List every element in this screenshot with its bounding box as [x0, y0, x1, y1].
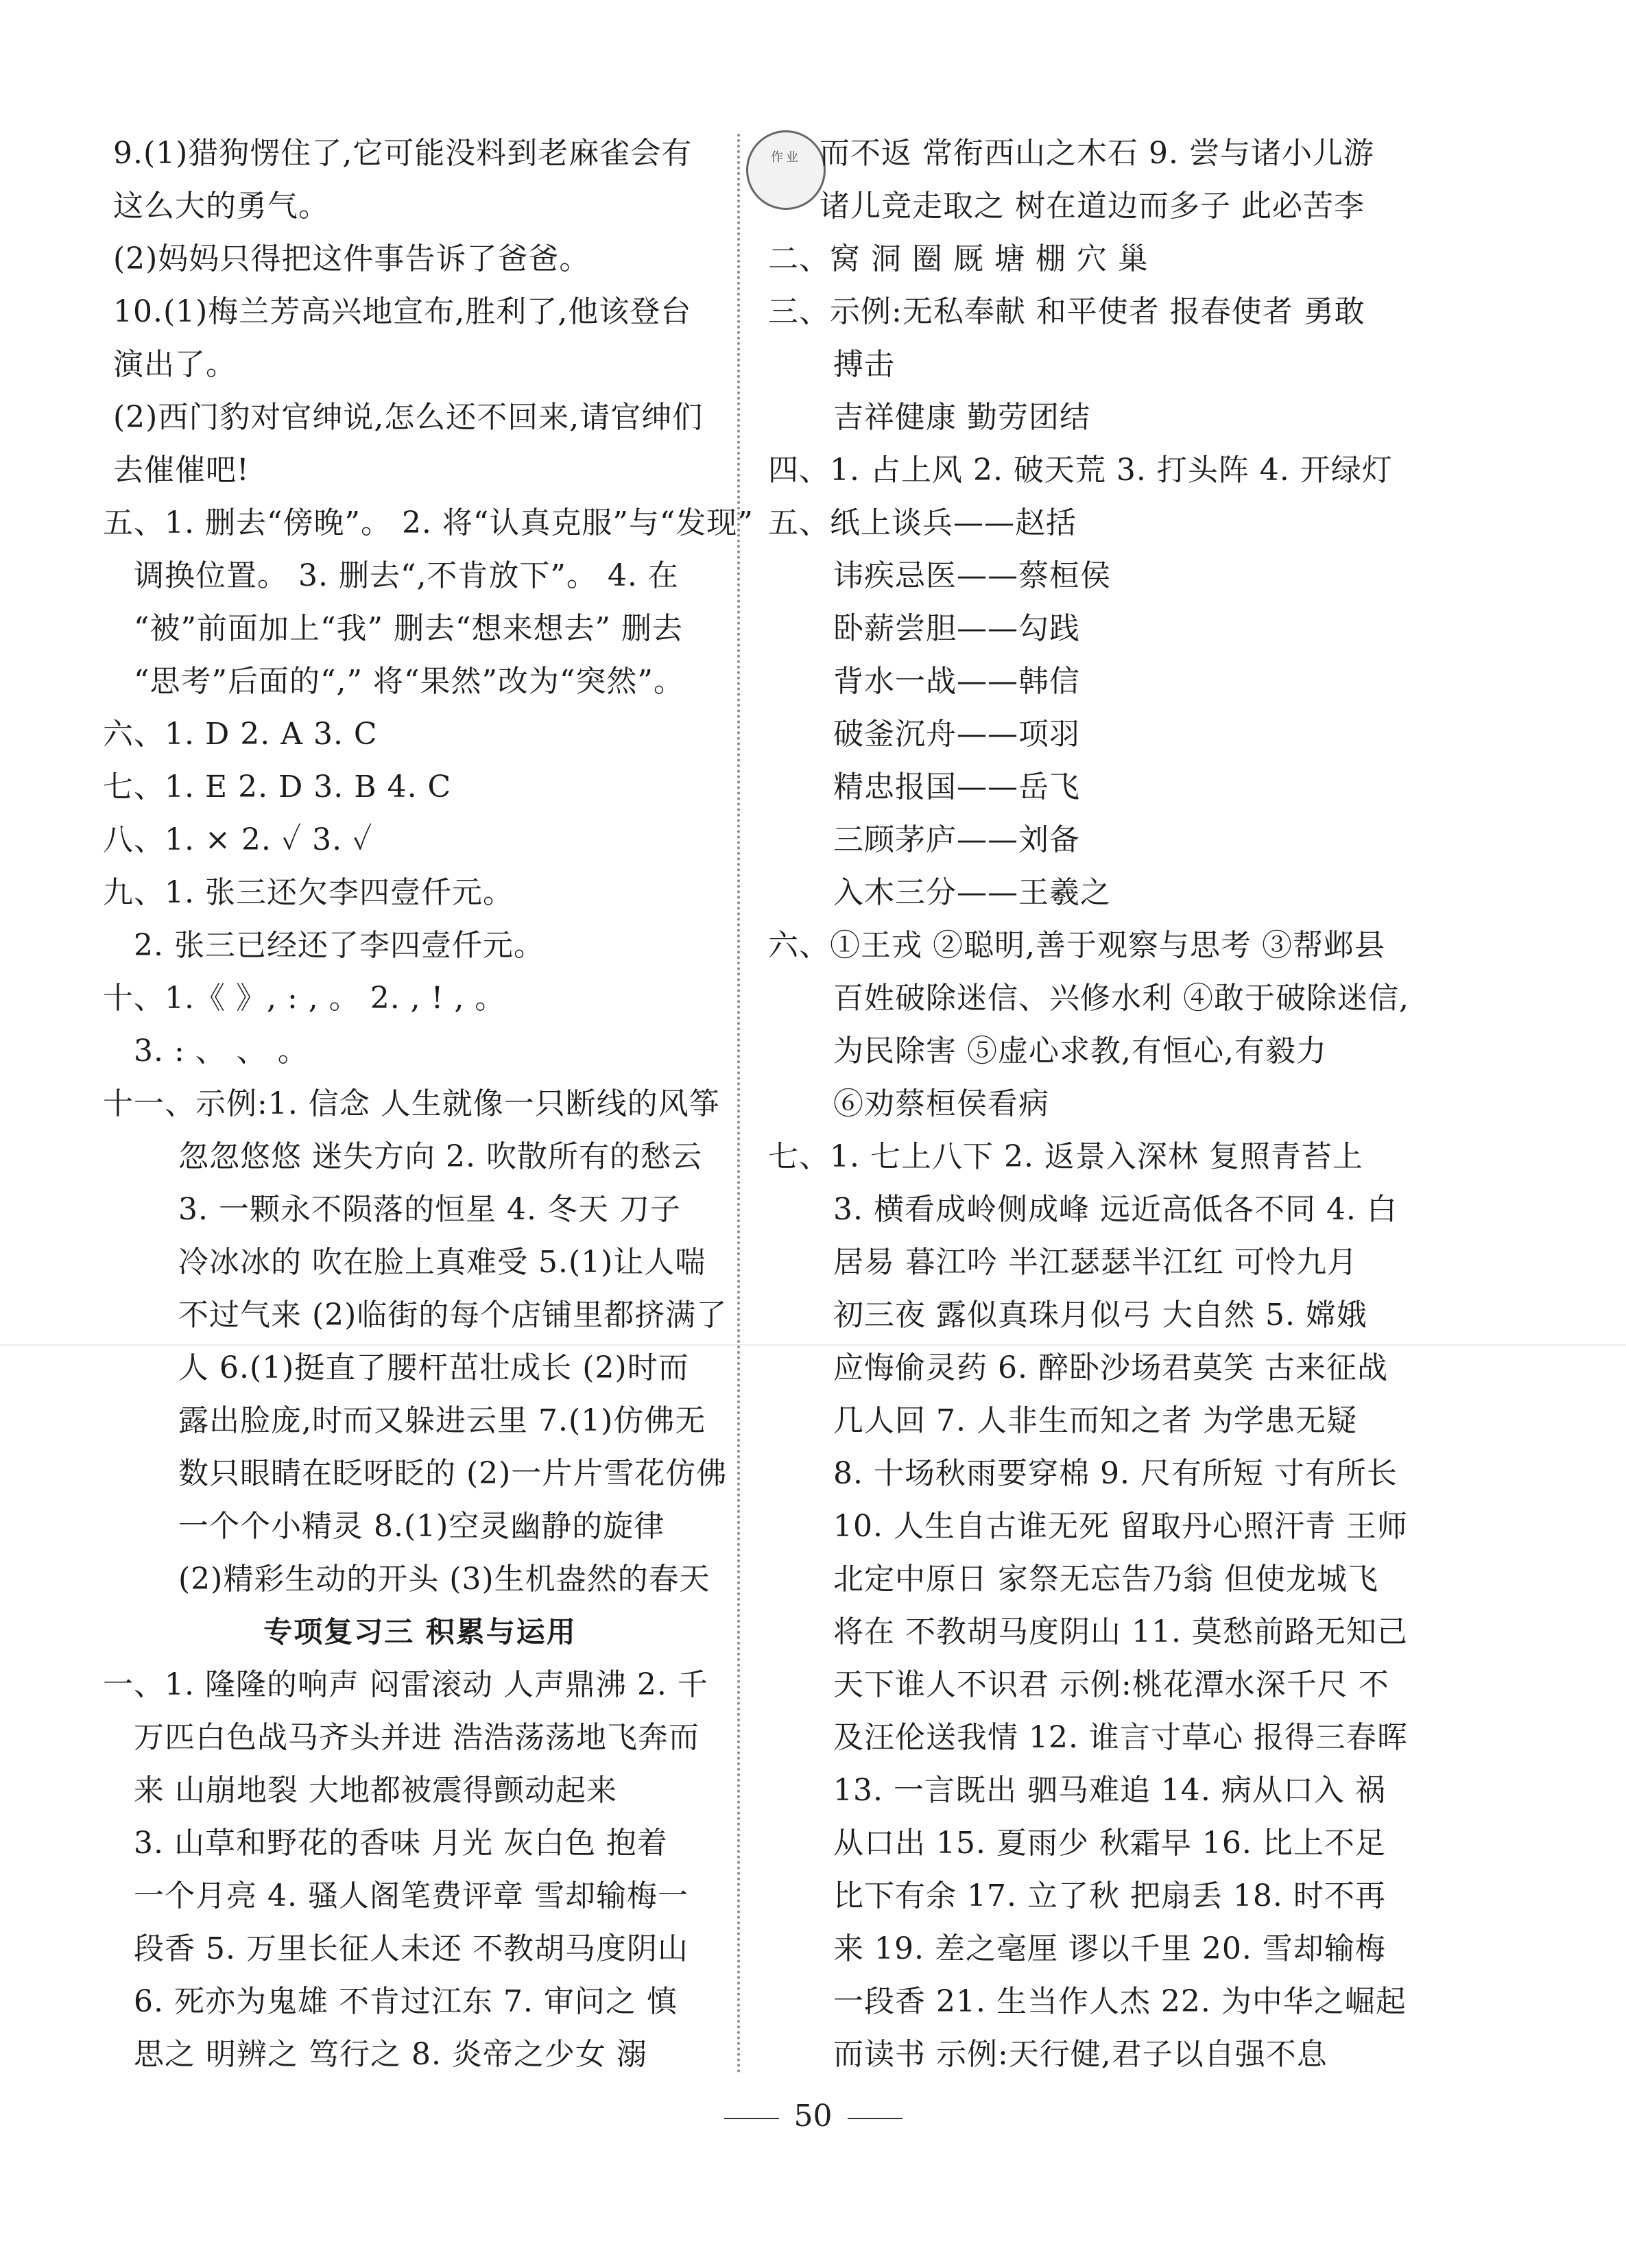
text-line: 13. 一言既出 驷马难追 14. 病从口入 祸 [833, 1773, 1386, 1808]
text-line: 吉祥健康 勤劳团结 [833, 400, 1090, 435]
text-line: 不过气来 (2)临街的每个店铺里都挤满了 [178, 1298, 728, 1333]
idiom-line: 三顾茅庐——刘备 [833, 822, 1080, 857]
idiom-line: 破釜沉舟——项羽 [833, 717, 1080, 752]
section-eleven-line: 十一、示例:1. 信念 人生就像一只断线的风筝 [103, 1086, 720, 1121]
text-line: 居易 暮江吟 半江瑟瑟半江红 可怜九月 [833, 1245, 1358, 1280]
text-line: 人 6.(1)挺直了腰杆茁壮成长 (2)时而 [178, 1350, 689, 1385]
section-two-line: 二、窝 洞 圈 厩 塘 棚 穴 巢 [768, 241, 1149, 276]
section-eight-line: 八、1. × 2. ✓ 3. ✓ [103, 822, 373, 857]
text-line: 将在 不教胡马度阴山 11. 莫愁前路无知己 [833, 1614, 1408, 1649]
text-line: (2)西门豹对官绅说,怎么还不回来,请官绅们 [113, 400, 704, 435]
page-footer [0, 2099, 1626, 2134]
text-line: 思之 明辨之 笃行之 8. 炎帝之少女 溺 [134, 2037, 647, 2072]
text-line: 从口出 15. 夏雨少 秋霜早 16. 比上不足 [833, 1826, 1386, 1861]
text-line: 10. 人生自古谁无死 留取丹心照汗青 王师 [833, 1509, 1408, 1544]
text-line: 演出了。 [113, 347, 237, 382]
text-line: 去催催吧! [113, 453, 250, 488]
footer-dash-right [848, 2118, 902, 2119]
text-line: (2)精彩生动的开头 (3)生机盎然的春天 [178, 1562, 710, 1597]
text-line: ⑥劝蔡桓侯看病 [833, 1086, 1049, 1121]
section-seven-line: 七、1. 七上八下 2. 返景入深林 复照青苔上 [768, 1139, 1363, 1174]
section-one-line: 一、1. 隆隆的响声 闷雷滚动 人声鼎沸 2. 千 [103, 1667, 708, 1702]
text-line: 来 山崩地裂 大地都被震得颤动起来 [134, 1773, 617, 1808]
column-divider [737, 134, 740, 2075]
text-line: 9.(1)猎狗愣住了,它可能没料到老麻雀会有 [113, 136, 693, 171]
text-line: 几人回 7. 人非生而知之者 为学患无疑 [833, 1403, 1357, 1438]
text-line: 2. 张三已经还了李四壹仟元。 [134, 928, 545, 963]
text-line: 10.(1)梅兰芳高兴地宣布,胜利了,他该登台 [113, 294, 692, 329]
section-six-line: 六、①王戎 ②聪明,善于观察与思考 ③帮邺县 [768, 928, 1385, 963]
text-line: (2)妈妈只得把这件事告诉了爸爸。 [113, 241, 590, 276]
text-line: 及汪伦送我情 12. 谁言寸草心 报得三春晖 [833, 1720, 1408, 1755]
text-line: 3. 山草和野花的香味 月光 灰白色 抱着 [134, 1826, 668, 1861]
section-seven-line: 七、1. E 2. D 3. B 4. C [103, 769, 452, 804]
text-line: 来 19. 差之毫厘 谬以千里 20. 雪却输梅 [833, 1931, 1386, 1966]
text-line: 8. 十场秋雨要穿棉 9. 尺有所短 寸有所长 [833, 1456, 1398, 1491]
text-line: 调换位置。 3. 删去“,不肯放下”。 4. 在 [134, 558, 679, 593]
text-line: 初三夜 露似真珠月似弓 大自然 5. 嫦娥 [833, 1298, 1367, 1333]
text-line: 段香 5. 万里长征人未还 不教胡马度阴山 [134, 1931, 689, 1966]
idiom-line: 卧薪尝胆——勾践 [833, 611, 1080, 646]
text-line: 诸儿竞走取之 树在道边而多子 此必苦李 [820, 189, 1365, 224]
text-line: 一段香 21. 生当作人杰 22. 为中华之崛起 [833, 1984, 1407, 2019]
text-line: 为民除害 ⑤虚心求教,有恒心,有毅力 [833, 1034, 1327, 1069]
text-line: 数只眼睛在眨呀眨的 (2)一片片雪花仿佛 [178, 1456, 728, 1491]
text-line: 6. 死亦为鬼雄 不肯过江东 7. 审问之 慎 [134, 1984, 678, 2019]
text-line: 北定中原日 家祭无忘告乃翁 但使龙城飞 [833, 1562, 1378, 1597]
footer-dash-left [724, 2118, 779, 2119]
text-line: 一个个小精灵 8.(1)空灵幽静的旋律 [178, 1509, 665, 1544]
section-five-line: 五、纸上谈兵——赵括 [768, 505, 1077, 540]
text-line: “思考”后面的“,” 将“果然”改为“突然”。 [134, 664, 684, 699]
text-line: 应悔偷灵药 6. 醉卧沙场君莫笑 古来征战 [833, 1350, 1388, 1385]
text-line: 这么大的勇气。 [113, 189, 329, 224]
section-nine-line: 九、1. 张三还欠李四壹仟元。 [103, 875, 514, 910]
page-number: 50 [793, 2099, 833, 2134]
text-line: 天下谁人不识君 示例:桃花潭水深千尺 不 [833, 1667, 1389, 1702]
section-five-line: 五、1. 删去“傍晚”。 2. 将“认真克服”与“发现” [103, 505, 754, 540]
text-line: 3. 横看成岭侧成峰 远近高低各不同 4. 白 [833, 1192, 1398, 1227]
section-six-line: 六、1. D 2. A 3. C [103, 717, 378, 752]
idiom-line: 背水一战——韩信 [833, 664, 1080, 699]
section-ten-line: 十、1.《 》, : , 。 2. , ! , 。 [103, 981, 506, 1016]
text-line: 3. : 、 、 。 [134, 1034, 309, 1069]
text-line: 万匹白色战马齐头并进 浩浩荡荡地飞奔而 [134, 1720, 700, 1755]
section-four-line: 四、1. 占上风 2. 破天荒 3. 打头阵 4. 开绿灯 [768, 453, 1393, 488]
text-line: 3. 一颗永不陨落的恒星 4. 冬天 刀子 [178, 1192, 681, 1227]
text-line: 露出脸庞,时而又躲进云里 7.(1)仿佛无 [178, 1403, 706, 1438]
idiom-line: 讳疾忌医——蔡桓侯 [833, 558, 1111, 593]
stamp-text: 作业 [771, 150, 801, 165]
section-three-line: 三、示例:无私奉献 和平使者 报春使者 勇敢 [768, 294, 1365, 329]
left-column [103, 127, 754, 2081]
right-column [768, 127, 1409, 2081]
text-line: 搏击 [833, 347, 895, 382]
text-line: 而不返 常衔西山之木石 9. 尝与诸小儿游 [820, 136, 1374, 171]
text-line: 百姓破除迷信、兴修水利 ④敢于破除迷信, [833, 981, 1409, 1016]
text-line: 忽忽悠悠 迷失方向 2. 吹散所有的愁云 [178, 1139, 702, 1174]
text-line: 冷冰冰的 吹在脸上真难受 5.(1)让人喘 [178, 1245, 706, 1280]
text-line: 一个月亮 4. 骚人阁笔费评章 雪却输梅一 [134, 1878, 689, 1913]
section-heading: 专项复习三 积累与运用 [263, 1615, 577, 1649]
idiom-line: 精忠报国——岳飞 [833, 769, 1080, 804]
text-line: 比下有余 17. 立了秋 把扇丢 18. 时不再 [833, 1878, 1386, 1913]
text-line: 而读书 示例:天行健,君子以自强不息 [833, 2037, 1328, 2072]
text-line: “被”前面加上“我” 删去“想来想去” 删去 [134, 611, 683, 646]
idiom-line: 入木三分——王羲之 [833, 875, 1111, 910]
